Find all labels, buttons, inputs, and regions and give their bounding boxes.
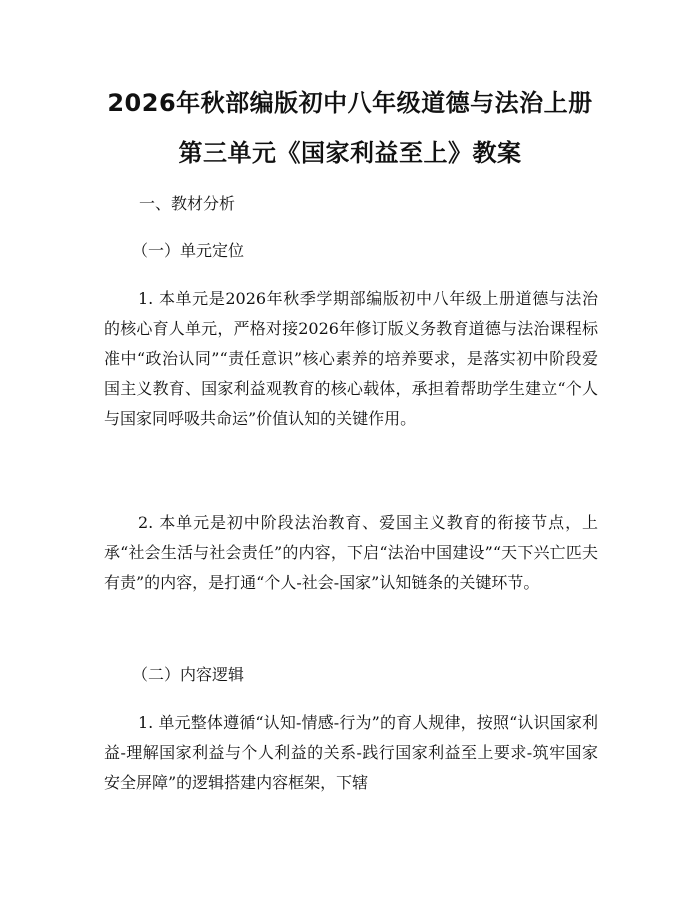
paragraph-unit-positioning-1: 1. 本单元是2026年秋季学期部编版初中八年级上册道德与法治的核心育人单元，严格对接2026年修订版义务教育道德与法治课程标准中“政治认同”“责任意识”核心素养的培养要求，是落实初中阶段爱国主义教育、国家利益观教育的核心载体，承担着帮助学生建立“个人与国家同呼吸共命运”价值认知的关键作用。	[104, 289, 598, 428]
section-heading-textbook-analysis: 一、教材分析	[139, 194, 236, 213]
paragraph-unit-positioning-2: 2. 本单元是初中阶段法治教育、爱国主义教育的衔接节点，上承“社会生活与社会责任”的内容，下启“法治中国建设”“天下兴亡匹夫有责”的内容，是打通“个人-社会-国家”认知链条的关键环节。	[104, 513, 598, 592]
document-title-line1: 2026年秋部编版初中八年级道德与法治上册	[107, 89, 593, 117]
paragraph-content-logic-1: 1. 单元整体遵循“认知-情感-行为”的育人规律，按照“认识国家利益-理解国家利益与个人利益的关系-践行国家利益至上要求-筑牢国家安全屏障”的逻辑搭建内容框架，下辖	[104, 713, 598, 792]
document-title-line2: 第三单元《国家利益至上》教案	[178, 139, 522, 167]
subsection-heading-unit-positioning: （一）单元定位	[132, 241, 245, 260]
subsection-heading-content-logic: （二）内容逻辑	[132, 665, 245, 684]
